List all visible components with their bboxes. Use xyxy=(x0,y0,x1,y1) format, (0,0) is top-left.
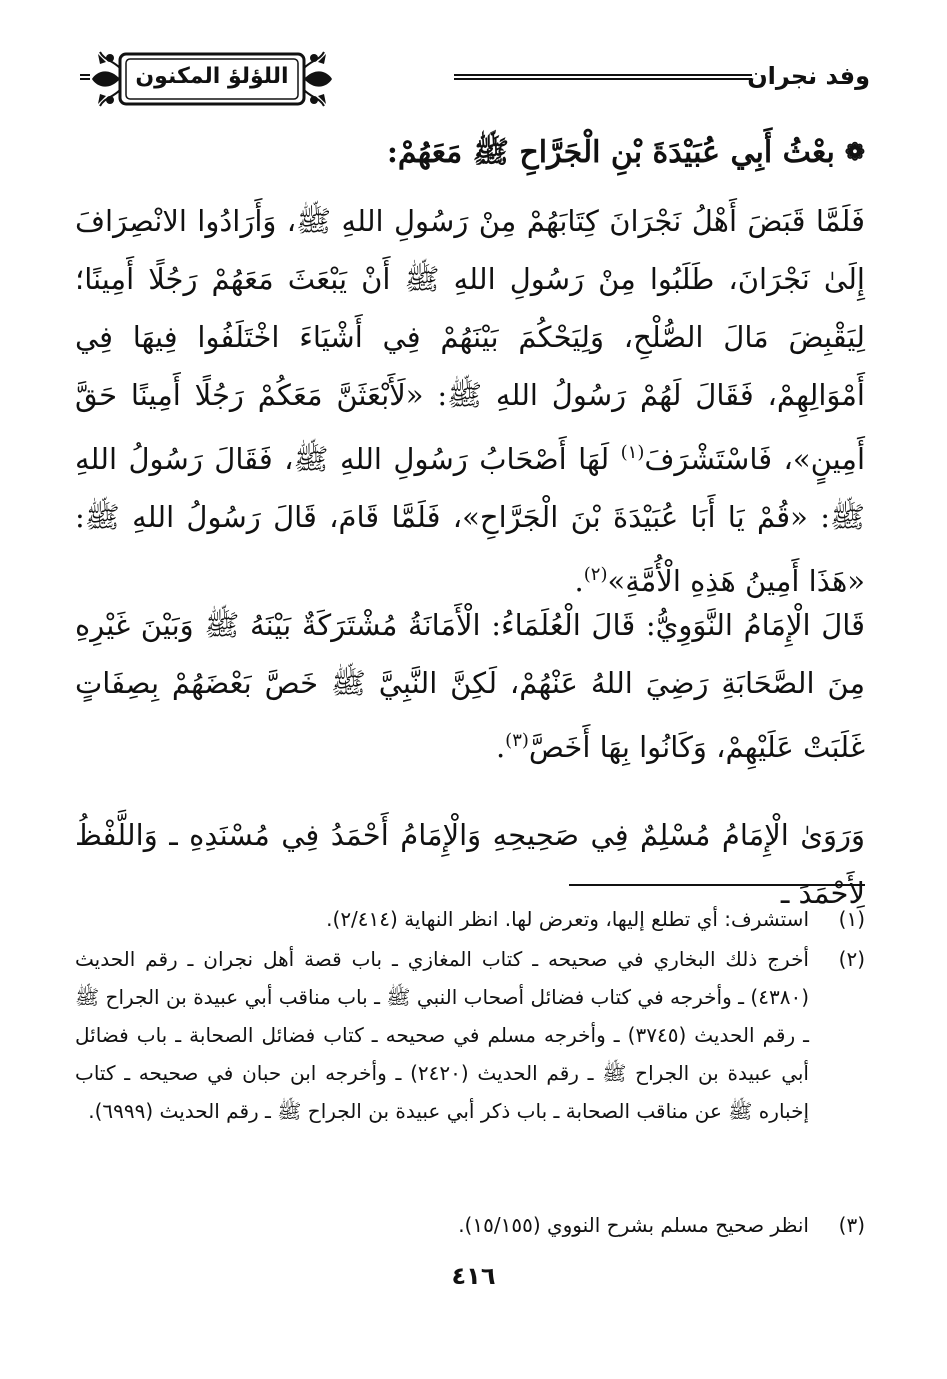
footnote-1-number: (١) xyxy=(838,907,865,931)
book-title-badge xyxy=(90,48,334,110)
paragraph-1 xyxy=(75,192,865,610)
footnote-marker-3: (٣) xyxy=(505,730,529,751)
paragraph-1-part-2: لَهَا أَصْحَابُ رَسُولِ اللهِ ﷺ، فَقَالَ رَسُولُ اللهِ ﷺ: «قُمْ يَا أَبَا عُبَيْدَةَ بْنَ الْجَرَّاحِ»، فَلَمَّا قَامَ، قَالَ رَسُولُ اللهِ ﷺ: «هَذَا أَمِينُ هَذِهِ الْأُمَّةِ» xyxy=(75,442,865,598)
footnote-marker-2: (٢) xyxy=(583,564,608,585)
paragraph-2-text: قَالَ الْإِمَامُ النَّوَوِيُّ: قَالَ الْعُلَمَاءُ: الْأَمَانَةُ مُشْتَرَكَةٌ بَيْنَهُ ﷺ وَبَيْنَ غَيْرِهِ مِنَ الصَّحَابَةِ رَضِيَ اللهُ عَنْهُمْ، لَكِنَّ النَّبِيَّ ﷺ خَصَّ بَعْضَهُمْ بِصِفَاتٍ غَلَبَتْ عَلَيْهِمْ، وَكَانُوا بِهَا أَخَصَّ xyxy=(75,608,865,764)
footnote-separator xyxy=(569,884,865,886)
running-header xyxy=(80,48,870,114)
footnote-3 xyxy=(75,1206,865,1244)
page-number: ٤١٦ xyxy=(451,1262,496,1290)
footnote-1 xyxy=(75,900,865,938)
section-title: وفد نجران xyxy=(747,62,870,90)
footnote-2 xyxy=(75,940,865,1130)
book-title: اللؤلؤ المكنون xyxy=(135,64,289,89)
flower-bullet-icon: ❁ xyxy=(844,137,865,166)
footnote-3-text: انظر صحيح مسلم بشرح النووي (١٥/١٥٥). xyxy=(458,1213,809,1237)
footnote-marker-1: (١) xyxy=(620,442,645,463)
subheading-text: بعْثُ أَبِي عُبَيْدَةَ بْنِ الْجَرَّاحِ ﷺ مَعَهُمْ: xyxy=(386,135,835,170)
header-double-rule-end xyxy=(80,74,90,80)
paragraph-1-end: . xyxy=(574,564,584,598)
footnote-3-number: (٣) xyxy=(838,1213,865,1237)
footnote-2-number: (٢) xyxy=(838,947,865,971)
header-double-rule xyxy=(454,74,752,80)
paragraph-1-part-1: فَلَمَّا قَبَضَ أَهْلُ نَجْرَانَ كِتَابَهُمْ مِنْ رَسُولِ اللهِ ﷺ، وَأَرَادُوا الانْصِرَافَ إِلَىٰ نَجْرَانَ، طَلَبُوا مِنْ رَسُولِ اللهِ ﷺ أَنْ يَبْعَثَ مَعَهُمْ رَجُلًا أَمِينًا؛ لِيَقْبِضَ مَالَ الصُّلْحِ، وَلِيَحْكُمَ بَيْنَهُمْ فِي أَشْيَاءَ اخْتَلَفُوا فِيهَا فِي أَمْوَالِهِمْ، فَقَالَ لَهُمْ رَسُولُ اللهِ ﷺ: «لَأَبْعَثَنَّ مَعَكُمْ رَجُلًا أَمِينًا حَقَّ أَمِينٍ»، فَاسْتَشْرَفَ xyxy=(75,204,866,476)
paragraph-2-end: . xyxy=(495,730,506,764)
paragraph-2 xyxy=(75,596,865,776)
footnote-2-text: أخرج ذلك البخاري في صحيحه ـ كتاب المغازي ـ باب قصة أهل نجران ـ رقم الحديث (٤٣٨٠) ـ وأخرجه في كتاب فضائل أصحاب النبي ﷺ ـ باب مناقب أبي عبيدة بن الجراح ﷺ ـ رقم الحديث (٣٧٤٥) ـ وأخرجه مسلم في صحيحه ـ كتاب فضائل الصحابة ـ باب فضائل أبي عبيدة بن الجراح ﷺ ـ رقم الحديث (٢٤٢٠) ـ وأخرجه ابن حبان في صحيحه ـ كتاب إخباره ﷺ عن مناقب الصحابة ـ باب ذكر أبي عبيدة بن الجراح ﷺ ـ رقم الحديث (٦٩٩٩). xyxy=(75,947,809,1123)
footnote-1-text: استشرف: أي تطلع إليها، وتعرض لها. انظر النهاية (٢/٤١٤). xyxy=(326,907,809,931)
section-subheading xyxy=(75,128,865,177)
paragraph-3-text: وَرَوَىٰ الْإِمَامُ مُسْلِمٌ فِي صَحِيحِهِ وَالْإِمَامُ أَحْمَدُ فِي مُسْنَدِهِ ـ وَاللَّفْظُ لِأَحْمَدَ ـ xyxy=(75,818,865,910)
